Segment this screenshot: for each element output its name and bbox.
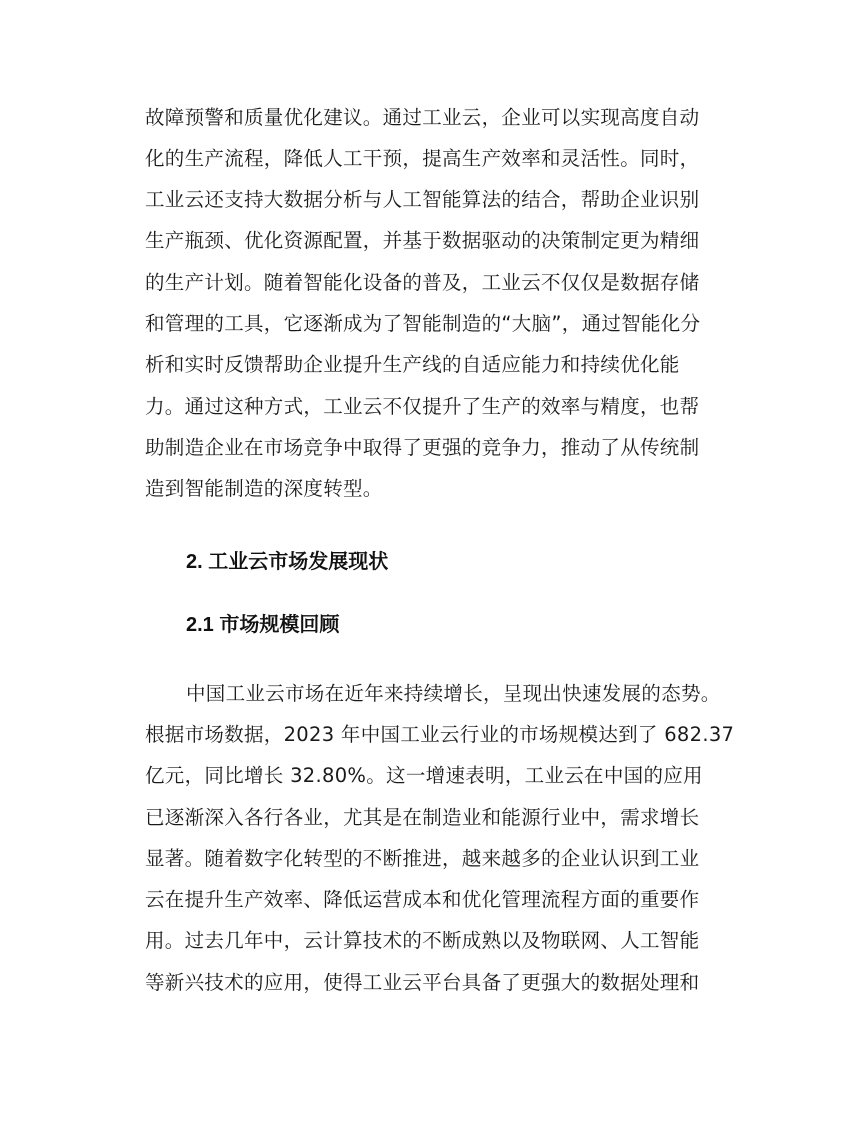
paragraph-line: 和管理的工具，它逐渐成为了智能制造的“大脑”，通过智能化分 xyxy=(145,312,701,335)
paragraph-line: 助制造企业在市场竞争中取得了更强的竞争力，推动了从传统制 xyxy=(145,436,700,459)
paragraph-line: 生产瓶颈、优化资源配置，并基于数据驱动的决策制定更为精细 xyxy=(145,229,700,252)
paragraph-line: 已逐渐深入各行各业，尤其是在制造业和能源行业中，需求增长 xyxy=(145,806,700,829)
paragraph-line: 故障预警和质量优化建议。通过工业云，企业可以实现高度自动 xyxy=(145,106,700,129)
paragraph-line: 亿元，同比增长 32.80%。这一增速表明，工业云在中国的应用 xyxy=(145,764,703,787)
subsection-heading: 2.1 市场规模回顾 xyxy=(186,614,340,636)
paragraph-line: 造到智能制造的深度转型。 xyxy=(145,477,383,500)
section-heading: 2. 工业云市场发展现状 xyxy=(186,551,389,573)
paragraph-line: 显著。随着数字化转型的不断推进，越来越多的企业认识到工业 xyxy=(145,847,700,870)
paragraph-line: 等新兴技术的应用，使得工业云平台具备了更强大的数据处理和 xyxy=(145,971,700,994)
paragraph-line: 工业云还支持大数据分析与人工智能算法的结合，帮助企业识别 xyxy=(145,188,700,211)
paragraph-line: 力。通过这种方式，工业云不仅提升了生产的效率与精度，也帮 xyxy=(145,395,700,418)
paragraph-line: 析和实时反馈帮助企业提升生产线的自适应能力和持续优化能 xyxy=(145,353,680,376)
paragraph-line: 云在提升生产效率、降低运营成本和优化管理流程方面的重要作 xyxy=(145,888,700,911)
paragraph-line: 化的生产流程，降低人工干预，提高生产效率和灵活性。同时， xyxy=(145,147,700,170)
paragraph-line: 中国工业云市场在近年来持续增长，呈现出快速发展的态势。 xyxy=(186,682,721,705)
paragraph-line: 用。过去几年中，云计算技术的不断成熟以及物联网、人工智能 xyxy=(145,929,700,952)
paragraph-line: 根据市场数据，2023 年中国工业云行业的市场规模达到了 682.37 xyxy=(145,723,735,746)
paragraph-line: 的生产计划。随着智能化设备的普及，工业云不仅仅是数据存储 xyxy=(145,271,700,294)
